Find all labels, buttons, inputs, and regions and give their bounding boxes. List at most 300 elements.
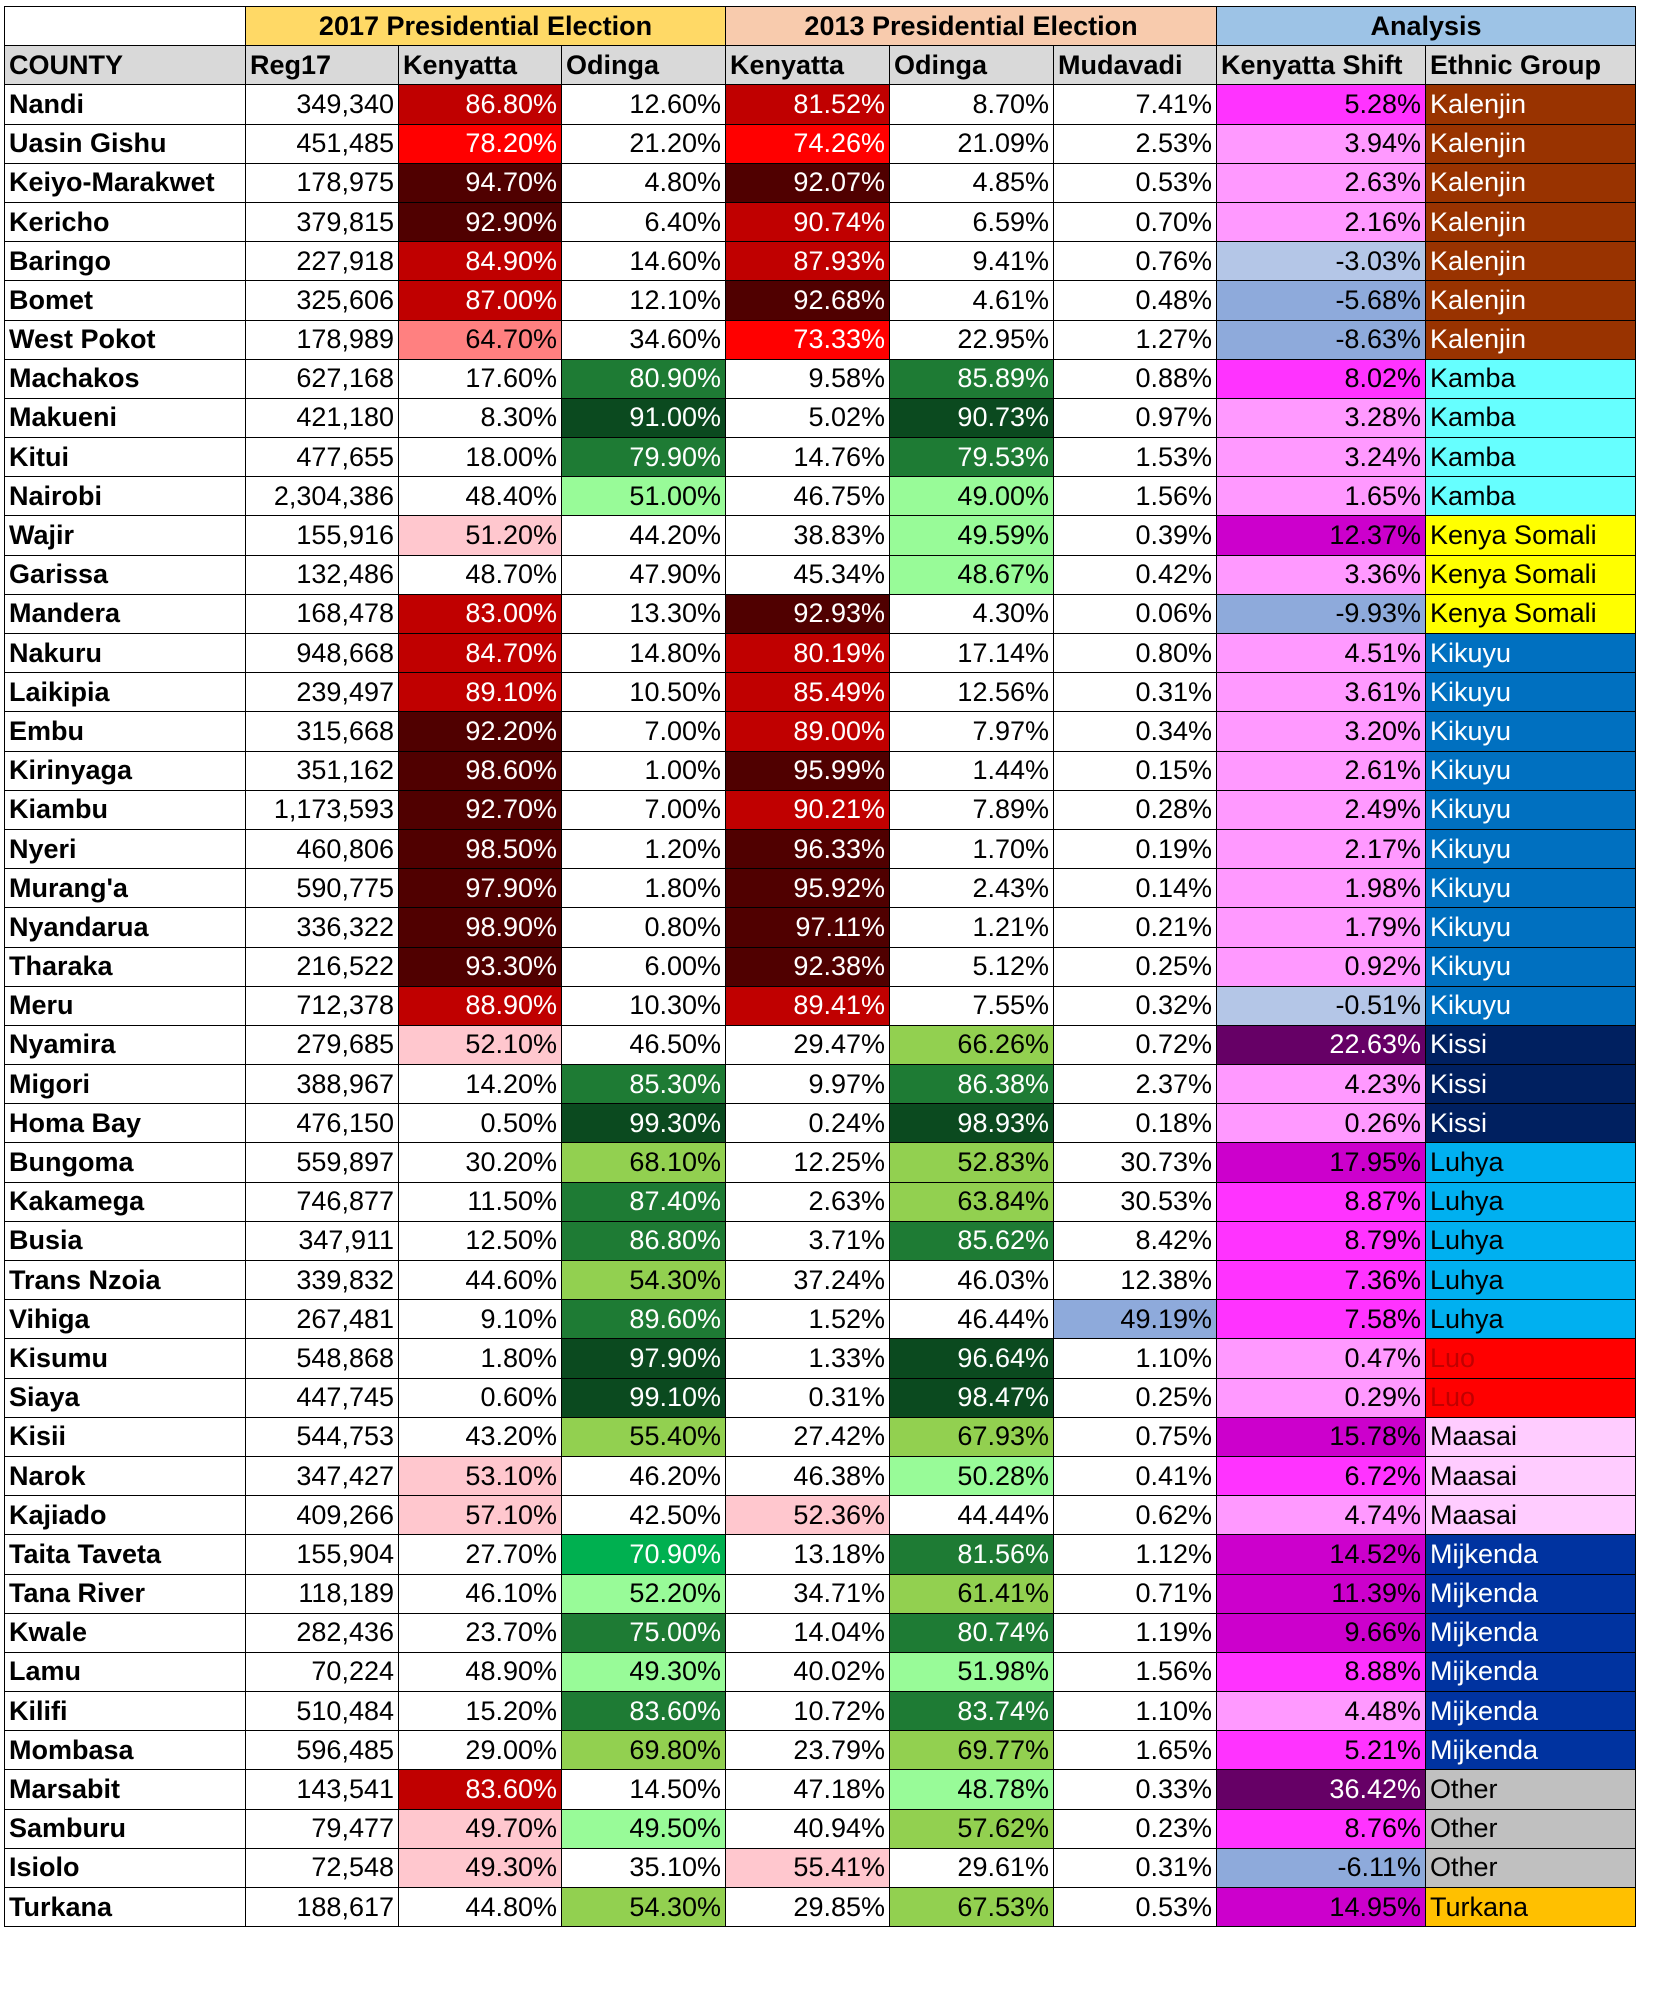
mudavadi-2013-cell[interactable]: 0.76% <box>1054 242 1217 281</box>
mudavadi-2013-cell[interactable]: 0.75% <box>1054 1417 1217 1456</box>
ethnic-group-cell[interactable]: Kalenjin <box>1426 242 1636 281</box>
reg17-cell[interactable]: 351,162 <box>246 751 399 790</box>
odinga-2013-cell[interactable]: 1.44% <box>890 751 1054 790</box>
county-cell[interactable]: Nandi <box>5 85 246 124</box>
mudavadi-2013-cell[interactable]: 49.19% <box>1054 1300 1217 1339</box>
odinga-2013-cell[interactable]: 12.56% <box>890 673 1054 712</box>
ethnic-group-cell[interactable]: Kikuyu <box>1426 829 1636 868</box>
odinga-2017-cell[interactable]: 44.20% <box>562 516 726 555</box>
kenyatta-shift-cell[interactable]: 5.21% <box>1217 1731 1426 1770</box>
odinga-2017-cell[interactable]: 70.90% <box>562 1535 726 1574</box>
kenyatta-2013-cell[interactable]: 45.34% <box>726 555 890 594</box>
kenyatta-2013-cell[interactable]: 9.97% <box>726 1065 890 1104</box>
odinga-2013-cell[interactable]: 80.74% <box>890 1613 1054 1652</box>
odinga-2013-cell[interactable]: 67.93% <box>890 1417 1054 1456</box>
county-cell[interactable]: Nyamira <box>5 1025 246 1064</box>
ethnic-group-cell[interactable]: Luhya <box>1426 1221 1636 1260</box>
odinga-2017-cell[interactable]: 14.80% <box>562 634 726 673</box>
mudavadi-2013-cell[interactable]: 1.12% <box>1054 1535 1217 1574</box>
kenyatta-2013-cell[interactable]: 23.79% <box>726 1731 890 1770</box>
odinga-2017-cell[interactable]: 7.00% <box>562 790 726 829</box>
kenyatta-shift-cell[interactable]: 1.65% <box>1217 477 1426 516</box>
odinga-2017-cell[interactable]: 52.20% <box>562 1574 726 1613</box>
county-cell[interactable]: Mombasa <box>5 1731 246 1770</box>
col-header-reg17[interactable]: Reg17 <box>246 46 399 85</box>
county-cell[interactable]: Mandera <box>5 594 246 633</box>
ethnic-group-cell[interactable]: Luhya <box>1426 1300 1636 1339</box>
reg17-cell[interactable]: 596,485 <box>246 1731 399 1770</box>
kenyatta-2017-cell[interactable]: 12.50% <box>399 1221 562 1260</box>
kenyatta-2017-cell[interactable]: 15.20% <box>399 1692 562 1731</box>
reg17-cell[interactable]: 1,173,593 <box>246 790 399 829</box>
kenyatta-shift-cell[interactable]: 1.79% <box>1217 908 1426 947</box>
kenyatta-2013-cell[interactable]: 13.18% <box>726 1535 890 1574</box>
kenyatta-2017-cell[interactable]: 49.30% <box>399 1848 562 1887</box>
kenyatta-2017-cell[interactable]: 94.70% <box>399 163 562 202</box>
kenyatta-2017-cell[interactable]: 0.60% <box>399 1378 562 1417</box>
county-cell[interactable]: Kiambu <box>5 790 246 829</box>
county-cell[interactable]: Tharaka <box>5 947 246 986</box>
odinga-2013-cell[interactable]: 44.44% <box>890 1496 1054 1535</box>
odinga-2017-cell[interactable]: 69.80% <box>562 1731 726 1770</box>
county-cell[interactable]: West Pokot <box>5 320 246 359</box>
kenyatta-shift-cell[interactable]: 2.49% <box>1217 790 1426 829</box>
county-cell[interactable]: Meru <box>5 986 246 1025</box>
kenyatta-2013-cell[interactable]: 47.18% <box>726 1770 890 1809</box>
mudavadi-2013-cell[interactable]: 0.41% <box>1054 1456 1217 1495</box>
kenyatta-shift-cell[interactable]: -8.63% <box>1217 320 1426 359</box>
kenyatta-2013-cell[interactable]: 34.71% <box>726 1574 890 1613</box>
county-cell[interactable]: Kitui <box>5 438 246 477</box>
odinga-2013-cell[interactable]: 86.38% <box>890 1065 1054 1104</box>
group-2017-header[interactable]: 2017 Presidential Election <box>246 7 726 46</box>
mudavadi-2013-cell[interactable]: 0.14% <box>1054 869 1217 908</box>
ethnic-group-cell[interactable]: Mijkenda <box>1426 1652 1636 1691</box>
odinga-2013-cell[interactable]: 22.95% <box>890 320 1054 359</box>
kenyatta-shift-cell[interactable]: 0.47% <box>1217 1339 1426 1378</box>
reg17-cell[interactable]: 315,668 <box>246 712 399 751</box>
mudavadi-2013-cell[interactable]: 1.65% <box>1054 1731 1217 1770</box>
mudavadi-2013-cell[interactable]: 1.56% <box>1054 477 1217 516</box>
kenyatta-shift-cell[interactable]: 14.52% <box>1217 1535 1426 1574</box>
kenyatta-shift-cell[interactable]: -0.51% <box>1217 986 1426 1025</box>
ethnic-group-cell[interactable]: Other <box>1426 1848 1636 1887</box>
ethnic-group-cell[interactable]: Mijkenda <box>1426 1613 1636 1652</box>
odinga-2017-cell[interactable]: 10.50% <box>562 673 726 712</box>
odinga-2013-cell[interactable]: 2.43% <box>890 869 1054 908</box>
kenyatta-2017-cell[interactable]: 44.60% <box>399 1261 562 1300</box>
odinga-2013-cell[interactable]: 46.44% <box>890 1300 1054 1339</box>
mudavadi-2013-cell[interactable]: 12.38% <box>1054 1261 1217 1300</box>
reg17-cell[interactable]: 267,481 <box>246 1300 399 1339</box>
ethnic-group-cell[interactable]: Luhya <box>1426 1143 1636 1182</box>
kenyatta-2013-cell[interactable]: 89.41% <box>726 986 890 1025</box>
ethnic-group-cell[interactable]: Kalenjin <box>1426 202 1636 241</box>
county-cell[interactable]: Kirinyaga <box>5 751 246 790</box>
odinga-2017-cell[interactable]: 21.20% <box>562 124 726 163</box>
ethnic-group-cell[interactable]: Maasai <box>1426 1456 1636 1495</box>
kenyatta-shift-cell[interactable]: 8.79% <box>1217 1221 1426 1260</box>
odinga-2017-cell[interactable]: 87.40% <box>562 1182 726 1221</box>
kenyatta-shift-cell[interactable]: 3.20% <box>1217 712 1426 751</box>
kenyatta-shift-cell[interactable]: 4.74% <box>1217 1496 1426 1535</box>
ethnic-group-cell[interactable]: Kalenjin <box>1426 124 1636 163</box>
mudavadi-2013-cell[interactable]: 2.53% <box>1054 124 1217 163</box>
kenyatta-2017-cell[interactable]: 23.70% <box>399 1613 562 1652</box>
mudavadi-2013-cell[interactable]: 0.62% <box>1054 1496 1217 1535</box>
ethnic-group-cell[interactable]: Luhya <box>1426 1261 1636 1300</box>
county-cell[interactable]: Murang'a <box>5 869 246 908</box>
col-header-mudavadi-2013[interactable]: Mudavadi <box>1054 46 1217 85</box>
kenyatta-2017-cell[interactable]: 98.50% <box>399 829 562 868</box>
county-cell[interactable]: Kilifi <box>5 1692 246 1731</box>
kenyatta-2013-cell[interactable]: 95.99% <box>726 751 890 790</box>
county-cell[interactable]: Uasin Gishu <box>5 124 246 163</box>
kenyatta-2017-cell[interactable]: 0.50% <box>399 1104 562 1143</box>
reg17-cell[interactable]: 339,832 <box>246 1261 399 1300</box>
ethnic-group-cell[interactable]: Kikuyu <box>1426 908 1636 947</box>
kenyatta-2013-cell[interactable]: 73.33% <box>726 320 890 359</box>
mudavadi-2013-cell[interactable]: 0.39% <box>1054 516 1217 555</box>
mudavadi-2013-cell[interactable]: 0.72% <box>1054 1025 1217 1064</box>
mudavadi-2013-cell[interactable]: 0.23% <box>1054 1809 1217 1848</box>
reg17-cell[interactable]: 132,486 <box>246 555 399 594</box>
ethnic-group-cell[interactable]: Turkana <box>1426 1888 1636 1927</box>
odinga-2017-cell[interactable]: 68.10% <box>562 1143 726 1182</box>
reg17-cell[interactable]: 379,815 <box>246 202 399 241</box>
odinga-2013-cell[interactable]: 4.85% <box>890 163 1054 202</box>
kenyatta-shift-cell[interactable]: 3.94% <box>1217 124 1426 163</box>
odinga-2013-cell[interactable]: 63.84% <box>890 1182 1054 1221</box>
reg17-cell[interactable]: 282,436 <box>246 1613 399 1652</box>
county-cell[interactable]: Isiolo <box>5 1848 246 1887</box>
odinga-2013-cell[interactable]: 50.28% <box>890 1456 1054 1495</box>
ethnic-group-cell[interactable]: Kissi <box>1426 1065 1636 1104</box>
odinga-2017-cell[interactable]: 34.60% <box>562 320 726 359</box>
kenyatta-2017-cell[interactable]: 57.10% <box>399 1496 562 1535</box>
kenyatta-2017-cell[interactable]: 92.20% <box>399 712 562 751</box>
odinga-2013-cell[interactable]: 5.12% <box>890 947 1054 986</box>
ethnic-group-cell[interactable]: Kenya Somali <box>1426 594 1636 633</box>
reg17-cell[interactable]: 279,685 <box>246 1025 399 1064</box>
odinga-2017-cell[interactable]: 49.50% <box>562 1809 726 1848</box>
county-cell[interactable]: Samburu <box>5 1809 246 1848</box>
ethnic-group-cell[interactable]: Mijkenda <box>1426 1535 1636 1574</box>
kenyatta-shift-cell[interactable]: 7.36% <box>1217 1261 1426 1300</box>
kenyatta-2017-cell[interactable]: 29.00% <box>399 1731 562 1770</box>
mudavadi-2013-cell[interactable]: 7.41% <box>1054 85 1217 124</box>
odinga-2017-cell[interactable]: 6.00% <box>562 947 726 986</box>
county-cell[interactable]: Kwale <box>5 1613 246 1652</box>
kenyatta-2013-cell[interactable]: 10.72% <box>726 1692 890 1731</box>
ethnic-group-cell[interactable]: Kikuyu <box>1426 869 1636 908</box>
kenyatta-2013-cell[interactable]: 90.74% <box>726 202 890 241</box>
mudavadi-2013-cell[interactable]: 1.56% <box>1054 1652 1217 1691</box>
mudavadi-2013-cell[interactable]: 1.10% <box>1054 1692 1217 1731</box>
mudavadi-2013-cell[interactable]: 0.97% <box>1054 398 1217 437</box>
kenyatta-shift-cell[interactable]: 22.63% <box>1217 1025 1426 1064</box>
county-cell[interactable]: Migori <box>5 1065 246 1104</box>
odinga-2013-cell[interactable]: 79.53% <box>890 438 1054 477</box>
mudavadi-2013-cell[interactable]: 0.34% <box>1054 712 1217 751</box>
col-header-county[interactable]: COUNTY <box>5 46 246 85</box>
reg17-cell[interactable]: 460,806 <box>246 829 399 868</box>
reg17-cell[interactable]: 178,975 <box>246 163 399 202</box>
odinga-2017-cell[interactable]: 1.00% <box>562 751 726 790</box>
kenyatta-2013-cell[interactable]: 80.19% <box>726 634 890 673</box>
odinga-2013-cell[interactable]: 81.56% <box>890 1535 1054 1574</box>
odinga-2013-cell[interactable]: 29.61% <box>890 1848 1054 1887</box>
kenyatta-shift-cell[interactable]: 2.61% <box>1217 751 1426 790</box>
kenyatta-2017-cell[interactable]: 92.90% <box>399 202 562 241</box>
reg17-cell[interactable]: 347,427 <box>246 1456 399 1495</box>
kenyatta-2013-cell[interactable]: 29.47% <box>726 1025 890 1064</box>
mudavadi-2013-cell[interactable]: 0.19% <box>1054 829 1217 868</box>
odinga-2013-cell[interactable]: 51.98% <box>890 1652 1054 1691</box>
mudavadi-2013-cell[interactable]: 0.18% <box>1054 1104 1217 1143</box>
mudavadi-2013-cell[interactable]: 0.32% <box>1054 986 1217 1025</box>
odinga-2013-cell[interactable]: 8.70% <box>890 85 1054 124</box>
odinga-2013-cell[interactable]: 49.59% <box>890 516 1054 555</box>
kenyatta-shift-cell[interactable]: 4.48% <box>1217 1692 1426 1731</box>
kenyatta-2013-cell[interactable]: 0.24% <box>726 1104 890 1143</box>
odinga-2013-cell[interactable]: 66.26% <box>890 1025 1054 1064</box>
odinga-2017-cell[interactable]: 47.90% <box>562 555 726 594</box>
kenyatta-2013-cell[interactable]: 52.36% <box>726 1496 890 1535</box>
odinga-2017-cell[interactable]: 85.30% <box>562 1065 726 1104</box>
kenyatta-2017-cell[interactable]: 98.60% <box>399 751 562 790</box>
ethnic-group-cell[interactable]: Kikuyu <box>1426 712 1636 751</box>
kenyatta-2017-cell[interactable]: 86.80% <box>399 85 562 124</box>
reg17-cell[interactable]: 178,989 <box>246 320 399 359</box>
kenyatta-2013-cell[interactable]: 46.75% <box>726 477 890 516</box>
kenyatta-shift-cell[interactable]: 2.63% <box>1217 163 1426 202</box>
kenyatta-2013-cell[interactable]: 95.92% <box>726 869 890 908</box>
odinga-2017-cell[interactable]: 55.40% <box>562 1417 726 1456</box>
odinga-2013-cell[interactable]: 1.21% <box>890 908 1054 947</box>
col-header-kenyatta-2013[interactable]: Kenyatta <box>726 46 890 85</box>
kenyatta-2013-cell[interactable]: 90.21% <box>726 790 890 829</box>
col-header-kenyatta-shift[interactable]: Kenyatta Shift <box>1217 46 1426 85</box>
county-cell[interactable]: Narok <box>5 1456 246 1495</box>
kenyatta-2017-cell[interactable]: 48.70% <box>399 555 562 594</box>
col-header-kenyatta-2017[interactable]: Kenyatta <box>399 46 562 85</box>
kenyatta-shift-cell[interactable]: 8.87% <box>1217 1182 1426 1221</box>
kenyatta-shift-cell[interactable]: 14.95% <box>1217 1888 1426 1927</box>
kenyatta-2017-cell[interactable]: 52.10% <box>399 1025 562 1064</box>
odinga-2013-cell[interactable]: 98.47% <box>890 1378 1054 1417</box>
odinga-2017-cell[interactable]: 46.20% <box>562 1456 726 1495</box>
mudavadi-2013-cell[interactable]: 1.27% <box>1054 320 1217 359</box>
county-cell[interactable]: Kajiado <box>5 1496 246 1535</box>
kenyatta-2017-cell[interactable]: 83.60% <box>399 1770 562 1809</box>
odinga-2013-cell[interactable]: 49.00% <box>890 477 1054 516</box>
odinga-2013-cell[interactable]: 9.41% <box>890 242 1054 281</box>
mudavadi-2013-cell[interactable]: 0.06% <box>1054 594 1217 633</box>
kenyatta-shift-cell[interactable]: 2.16% <box>1217 202 1426 241</box>
kenyatta-shift-cell[interactable]: -5.68% <box>1217 281 1426 320</box>
reg17-cell[interactable]: 477,655 <box>246 438 399 477</box>
county-cell[interactable]: Bungoma <box>5 1143 246 1182</box>
mudavadi-2013-cell[interactable]: 0.53% <box>1054 163 1217 202</box>
odinga-2017-cell[interactable]: 14.50% <box>562 1770 726 1809</box>
kenyatta-2013-cell[interactable]: 0.31% <box>726 1378 890 1417</box>
odinga-2017-cell[interactable]: 51.00% <box>562 477 726 516</box>
kenyatta-shift-cell[interactable]: 4.51% <box>1217 634 1426 673</box>
kenyatta-shift-cell[interactable]: 1.98% <box>1217 869 1426 908</box>
reg17-cell[interactable]: 216,522 <box>246 947 399 986</box>
ethnic-group-cell[interactable]: Kikuyu <box>1426 673 1636 712</box>
kenyatta-2017-cell[interactable]: 64.70% <box>399 320 562 359</box>
ethnic-group-cell[interactable]: Mijkenda <box>1426 1731 1636 1770</box>
kenyatta-2017-cell[interactable]: 51.20% <box>399 516 562 555</box>
county-cell[interactable]: Taita Taveta <box>5 1535 246 1574</box>
odinga-2013-cell[interactable]: 96.64% <box>890 1339 1054 1378</box>
reg17-cell[interactable]: 155,904 <box>246 1535 399 1574</box>
kenyatta-2013-cell[interactable]: 96.33% <box>726 829 890 868</box>
kenyatta-shift-cell[interactable]: 3.61% <box>1217 673 1426 712</box>
reg17-cell[interactable]: 168,478 <box>246 594 399 633</box>
kenyatta-2017-cell[interactable]: 18.00% <box>399 438 562 477</box>
odinga-2017-cell[interactable]: 83.60% <box>562 1692 726 1731</box>
kenyatta-shift-cell[interactable]: -9.93% <box>1217 594 1426 633</box>
ethnic-group-cell[interactable]: Kikuyu <box>1426 751 1636 790</box>
kenyatta-shift-cell[interactable]: 3.24% <box>1217 438 1426 477</box>
odinga-2017-cell[interactable]: 12.10% <box>562 281 726 320</box>
kenyatta-2017-cell[interactable]: 11.50% <box>399 1182 562 1221</box>
county-cell[interactable]: Siaya <box>5 1378 246 1417</box>
ethnic-group-cell[interactable]: Luhya <box>1426 1182 1636 1221</box>
mudavadi-2013-cell[interactable]: 30.53% <box>1054 1182 1217 1221</box>
kenyatta-shift-cell[interactable]: 9.66% <box>1217 1613 1426 1652</box>
county-cell[interactable]: Laikipia <box>5 673 246 712</box>
odinga-2017-cell[interactable]: 10.30% <box>562 986 726 1025</box>
mudavadi-2013-cell[interactable]: 2.37% <box>1054 1065 1217 1104</box>
mudavadi-2013-cell[interactable]: 0.31% <box>1054 673 1217 712</box>
odinga-2017-cell[interactable]: 99.10% <box>562 1378 726 1417</box>
reg17-cell[interactable]: 544,753 <box>246 1417 399 1456</box>
odinga-2017-cell[interactable]: 0.80% <box>562 908 726 947</box>
ethnic-group-cell[interactable]: Kikuyu <box>1426 790 1636 829</box>
reg17-cell[interactable]: 79,477 <box>246 1809 399 1848</box>
county-cell[interactable]: Nyeri <box>5 829 246 868</box>
kenyatta-2013-cell[interactable]: 46.38% <box>726 1456 890 1495</box>
mudavadi-2013-cell[interactable]: 30.73% <box>1054 1143 1217 1182</box>
county-cell[interactable]: Keiyo-Marakwet <box>5 163 246 202</box>
odinga-2017-cell[interactable]: 89.60% <box>562 1300 726 1339</box>
ethnic-group-cell[interactable]: Kissi <box>1426 1025 1636 1064</box>
mudavadi-2013-cell[interactable]: 0.21% <box>1054 908 1217 947</box>
reg17-cell[interactable]: 349,340 <box>246 85 399 124</box>
odinga-2017-cell[interactable]: 6.40% <box>562 202 726 241</box>
kenyatta-2017-cell[interactable]: 46.10% <box>399 1574 562 1613</box>
odinga-2017-cell[interactable]: 54.30% <box>562 1261 726 1300</box>
county-cell[interactable]: Busia <box>5 1221 246 1260</box>
kenyatta-shift-cell[interactable]: 2.17% <box>1217 829 1426 868</box>
ethnic-group-cell[interactable]: Kikuyu <box>1426 986 1636 1025</box>
odinga-2017-cell[interactable]: 12.60% <box>562 85 726 124</box>
kenyatta-2013-cell[interactable]: 37.24% <box>726 1261 890 1300</box>
odinga-2017-cell[interactable]: 14.60% <box>562 242 726 281</box>
reg17-cell[interactable]: 143,541 <box>246 1770 399 1809</box>
kenyatta-shift-cell[interactable]: 11.39% <box>1217 1574 1426 1613</box>
kenyatta-2013-cell[interactable]: 92.07% <box>726 163 890 202</box>
kenyatta-2013-cell[interactable]: 40.94% <box>726 1809 890 1848</box>
kenyatta-shift-cell[interactable]: 0.26% <box>1217 1104 1426 1143</box>
kenyatta-2013-cell[interactable]: 74.26% <box>726 124 890 163</box>
reg17-cell[interactable]: 476,150 <box>246 1104 399 1143</box>
kenyatta-2013-cell[interactable]: 9.58% <box>726 359 890 398</box>
odinga-2013-cell[interactable]: 52.83% <box>890 1143 1054 1182</box>
odinga-2013-cell[interactable]: 85.89% <box>890 359 1054 398</box>
reg17-cell[interactable]: 188,617 <box>246 1888 399 1927</box>
mudavadi-2013-cell[interactable]: 0.88% <box>1054 359 1217 398</box>
reg17-cell[interactable]: 155,916 <box>246 516 399 555</box>
reg17-cell[interactable]: 627,168 <box>246 359 399 398</box>
county-cell[interactable]: Kericho <box>5 202 246 241</box>
ethnic-group-cell[interactable]: Mijkenda <box>1426 1692 1636 1731</box>
odinga-2013-cell[interactable]: 4.61% <box>890 281 1054 320</box>
col-header-odinga-2017[interactable]: Odinga <box>562 46 726 85</box>
reg17-cell[interactable]: 72,548 <box>246 1848 399 1887</box>
kenyatta-2013-cell[interactable]: 81.52% <box>726 85 890 124</box>
county-cell[interactable]: Turkana <box>5 1888 246 1927</box>
reg17-cell[interactable]: 948,668 <box>246 634 399 673</box>
odinga-2013-cell[interactable]: 7.55% <box>890 986 1054 1025</box>
kenyatta-2013-cell[interactable]: 1.33% <box>726 1339 890 1378</box>
kenyatta-2017-cell[interactable]: 83.00% <box>399 594 562 633</box>
odinga-2017-cell[interactable]: 54.30% <box>562 1888 726 1927</box>
odinga-2013-cell[interactable]: 17.14% <box>890 634 1054 673</box>
kenyatta-2017-cell[interactable]: 97.90% <box>399 869 562 908</box>
kenyatta-shift-cell[interactable]: 3.28% <box>1217 398 1426 437</box>
kenyatta-shift-cell[interactable]: 12.37% <box>1217 516 1426 555</box>
kenyatta-2017-cell[interactable]: 87.00% <box>399 281 562 320</box>
ethnic-group-cell[interactable]: Mijkenda <box>1426 1574 1636 1613</box>
ethnic-group-cell[interactable]: Kenya Somali <box>1426 555 1636 594</box>
odinga-2013-cell[interactable]: 48.78% <box>890 1770 1054 1809</box>
county-cell[interactable]: Embu <box>5 712 246 751</box>
ethnic-group-cell[interactable]: Other <box>1426 1770 1636 1809</box>
kenyatta-2013-cell[interactable]: 89.00% <box>726 712 890 751</box>
county-cell[interactable]: Bomet <box>5 281 246 320</box>
kenyatta-2013-cell[interactable]: 29.85% <box>726 1888 890 1927</box>
odinga-2017-cell[interactable]: 49.30% <box>562 1652 726 1691</box>
odinga-2013-cell[interactable]: 90.73% <box>890 398 1054 437</box>
kenyatta-2013-cell[interactable]: 55.41% <box>726 1848 890 1887</box>
mudavadi-2013-cell[interactable]: 8.42% <box>1054 1221 1217 1260</box>
odinga-2013-cell[interactable]: 4.30% <box>890 594 1054 633</box>
col-header-ethnic-group[interactable]: Ethnic Group <box>1426 46 1636 85</box>
reg17-cell[interactable]: 421,180 <box>246 398 399 437</box>
odinga-2017-cell[interactable]: 80.90% <box>562 359 726 398</box>
ethnic-group-cell[interactable]: Maasai <box>1426 1496 1636 1535</box>
kenyatta-shift-cell[interactable]: 17.95% <box>1217 1143 1426 1182</box>
ethnic-group-cell[interactable]: Kalenjin <box>1426 163 1636 202</box>
ethnic-group-cell[interactable]: Luo <box>1426 1378 1636 1417</box>
county-cell[interactable]: Marsabit <box>5 1770 246 1809</box>
kenyatta-shift-cell[interactable]: 0.29% <box>1217 1378 1426 1417</box>
odinga-2017-cell[interactable]: 97.90% <box>562 1339 726 1378</box>
odinga-2017-cell[interactable]: 7.00% <box>562 712 726 751</box>
mudavadi-2013-cell[interactable]: 0.48% <box>1054 281 1217 320</box>
kenyatta-2017-cell[interactable]: 88.90% <box>399 986 562 1025</box>
mudavadi-2013-cell[interactable]: 0.42% <box>1054 555 1217 594</box>
ethnic-group-cell[interactable]: Kamba <box>1426 477 1636 516</box>
odinga-2013-cell[interactable]: 57.62% <box>890 1809 1054 1848</box>
reg17-cell[interactable]: 2,304,386 <box>246 477 399 516</box>
mudavadi-2013-cell[interactable]: 0.33% <box>1054 1770 1217 1809</box>
